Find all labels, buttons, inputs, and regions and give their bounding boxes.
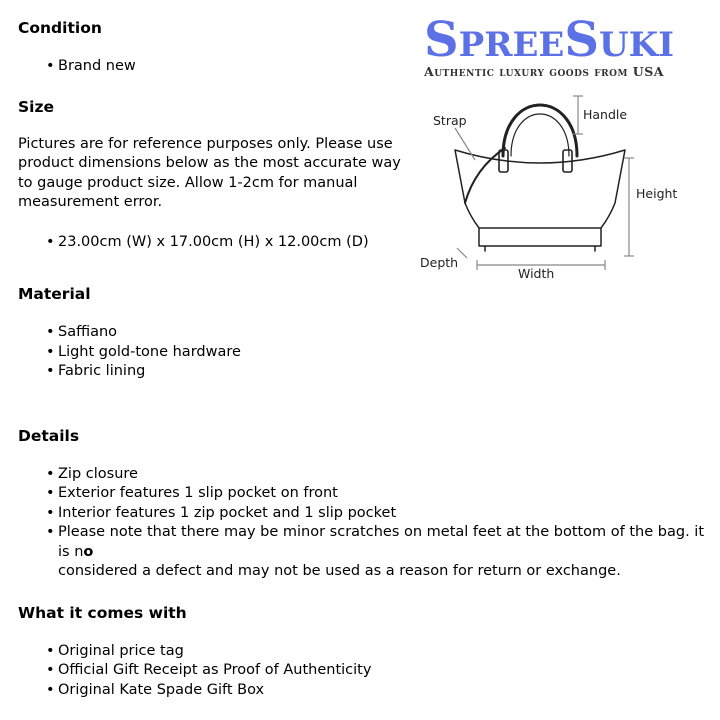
comes-with-list xyxy=(18,642,720,701)
note-rest: considered a defect and may not be used as a reason for return or exchange. xyxy=(58,563,621,579)
note-bold: o xyxy=(83,543,94,560)
product-description xyxy=(18,12,720,700)
list-item xyxy=(46,523,720,582)
logo-title: SpreeSuki xyxy=(424,12,675,68)
size-description: Pictures are for reference purposes only. Please use product dimensions below as the most accurate way to gauge product size. Allow 1-2cm for manual measurement error. xyxy=(18,135,401,210)
depth-label: Depth xyxy=(420,255,459,270)
size-list xyxy=(18,233,720,253)
list-item: • Light gold-tone hardware xyxy=(46,343,720,363)
list-item: • Zip closure xyxy=(46,465,720,485)
note-main: Please note that there may be minor scratches on metal feet at the bottom of the bag. it is n xyxy=(58,524,705,560)
height-label: Height xyxy=(636,186,678,201)
details-list xyxy=(18,465,720,582)
strap-label: Strap xyxy=(433,113,467,128)
material-heading: Material xyxy=(18,285,91,303)
list-item: • Original Kate Spade Gift Box xyxy=(46,681,720,701)
list-item: • Saffiano xyxy=(46,323,720,343)
handle-label: Handle xyxy=(583,107,628,122)
logo-subtitle: Authentic luxury goods from USA xyxy=(424,64,664,79)
list-item: • Fabric lining xyxy=(46,362,720,382)
list-item: • Exterior features 1 slip pocket on front xyxy=(46,484,720,504)
size-heading: Size xyxy=(18,97,55,116)
list-item: • Brand new xyxy=(46,57,720,77)
comes-with-heading: What it comes with xyxy=(18,603,187,622)
details-heading: Details xyxy=(18,426,80,445)
width-label: Width xyxy=(518,266,555,281)
list-item: • Interior features 1 zip pocket and 1 slip pocket xyxy=(46,504,720,524)
list-item: • Official Gift Receipt as Proof of Authenticity xyxy=(46,661,720,681)
material-list xyxy=(18,323,720,382)
condition-heading: Condition xyxy=(18,19,102,37)
list-item: • Original price tag xyxy=(46,642,720,662)
list-item: • 23.00cm (W) x 17.00cm (H) x 12.00cm (D) xyxy=(46,233,720,253)
condition-list xyxy=(18,57,720,77)
